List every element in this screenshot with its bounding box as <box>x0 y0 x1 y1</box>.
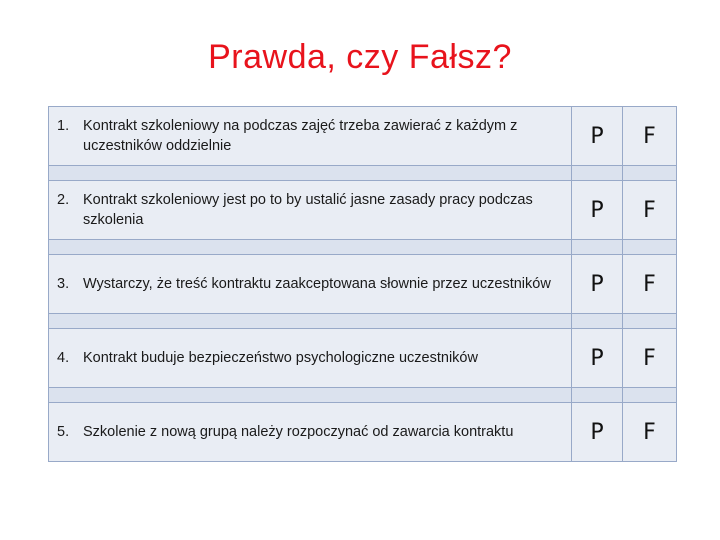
question-row-4 <box>49 329 677 388</box>
answer-false[interactable]: F <box>623 255 677 314</box>
answer-true[interactable]: P <box>572 107 623 166</box>
question-number: 4. <box>57 350 70 366</box>
row-divider <box>49 240 677 255</box>
row-divider <box>49 314 677 329</box>
question-cell <box>49 255 572 314</box>
quiz-table <box>48 106 677 462</box>
answer-false[interactable]: F <box>623 403 677 462</box>
question-row-5 <box>49 403 677 462</box>
question-cell <box>49 181 572 240</box>
answer-false[interactable]: F <box>623 329 677 388</box>
question-text: Szkolenie z nową grupą należy rozpoczynać od zawarcia kontraktu <box>83 424 514 440</box>
question-number: 3. <box>57 276 70 292</box>
question-cell <box>49 107 572 166</box>
row-divider <box>49 166 677 181</box>
answer-true[interactable]: P <box>572 181 623 240</box>
question-text: Kontrakt szkoleniowy jest po to by ustalić jasne zasady pracy podczas szkolenia <box>83 192 533 228</box>
answer-true[interactable]: P <box>572 403 623 462</box>
answer-false[interactable]: F <box>623 107 677 166</box>
question-number: 1. <box>57 118 70 134</box>
question-row-2 <box>49 181 677 240</box>
question-number: 2. <box>57 192 70 208</box>
question-cell <box>49 403 572 462</box>
answer-true[interactable]: P <box>572 329 623 388</box>
question-cell <box>49 329 572 388</box>
question-text: Wystarczy, że treść kontraktu zaakceptowana słownie przez uczestników <box>83 276 551 292</box>
answer-false[interactable]: F <box>623 181 677 240</box>
question-text: Kontrakt buduje bezpieczeństwo psychologiczne uczestników <box>83 350 478 366</box>
answer-true[interactable]: P <box>572 255 623 314</box>
question-text: Kontrakt szkoleniowy na podczas zajęć trzeba zawierać z każdym z uczestników oddzielnie <box>83 118 518 154</box>
question-number: 5. <box>57 424 70 440</box>
question-row-1 <box>49 107 677 166</box>
page-title: Prawda, czy Fałsz? <box>208 38 512 76</box>
row-divider <box>49 388 677 403</box>
question-row-3 <box>49 255 677 314</box>
